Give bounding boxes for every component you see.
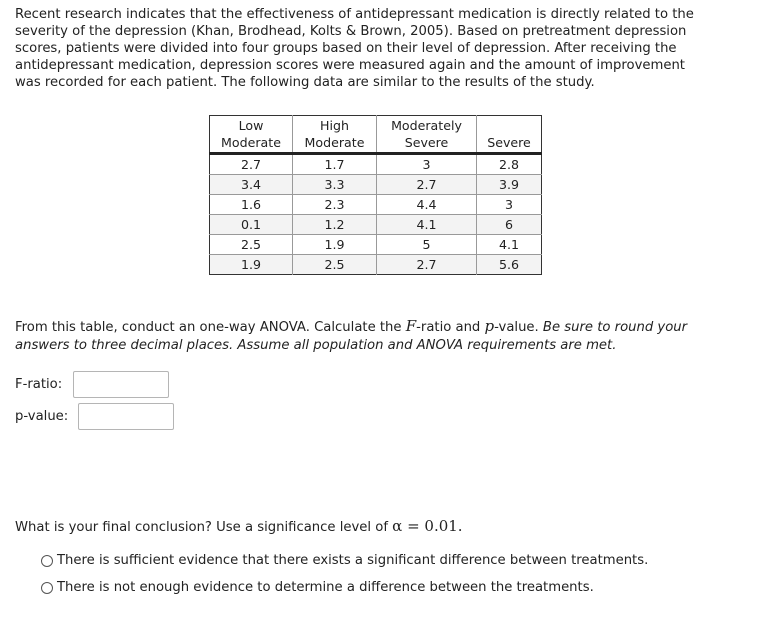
table-row (210, 154, 542, 175)
p-symbol: p (484, 317, 495, 335)
table-cell: 1.7 (293, 154, 377, 175)
table-cell: 2.8 (477, 154, 542, 175)
table-row (210, 255, 542, 275)
conclusion-question: What is your final conclusion? Use a significance level of α = 0.01. (15, 517, 463, 535)
column-header-low-moderate: Low Moderate (210, 116, 293, 154)
problem-intro: Recent research indicates that the effectiveness of antidepressant medication is directly related to the severity of the depression (Khan, Brodhead, Kolts & Brown, 2005). Based on pretreatment depression scores, patients were divided into four groups based on their level of depression. After receiving the antidepressant medication, depression scores were measured again and the amount of improvement was recorded for each patient. The following data are similar to the results of the study. (15, 7, 694, 90)
table-row (210, 175, 542, 195)
f-ratio-label: F-ratio: (15, 377, 63, 392)
p-value-label: p-value: (15, 409, 69, 424)
instructions: From this table, conduct an one-way ANOVA. Calculate the F-ratio and p-value. Be sure to round your answers to three decimal places. Assume all population and ANOVA requirements are met. (15, 317, 688, 353)
table-cell: 0.1 (210, 215, 293, 235)
table-cell: 1.6 (210, 195, 293, 215)
table-cell: 2.5 (293, 255, 377, 275)
table-cell: 4.1 (377, 215, 477, 235)
radio-button[interactable] (41, 582, 53, 594)
table-cell: 2.5 (210, 235, 293, 255)
column-header-severe: Severe (477, 116, 542, 154)
f-symbol: F (405, 317, 417, 335)
alpha-symbol: α (392, 517, 403, 535)
table-cell: 5.6 (477, 255, 542, 275)
table-cell: 2.7 (377, 255, 477, 275)
table-cell: 1.2 (293, 215, 377, 235)
table-cell: 2.7 (210, 154, 293, 175)
table-header-row (210, 116, 542, 154)
option-significant-difference[interactable] (41, 553, 648, 568)
radio-button[interactable] (41, 555, 53, 567)
instructions-emphasis: Be sure to round your answers to three decimal places. Assume all population and ANOVA requirements are met. (15, 320, 688, 353)
table-cell: 1.9 (210, 255, 293, 275)
table-cell: 4.4 (377, 195, 477, 215)
table-cell: 6 (477, 215, 542, 235)
column-header-high-moderate: High Moderate (293, 116, 377, 154)
data-table (209, 115, 542, 275)
table-cell: 4.1 (477, 235, 542, 255)
table-cell: 3 (477, 195, 542, 215)
option-not-enough-evidence[interactable] (41, 580, 594, 595)
table-row (210, 195, 542, 215)
table-cell: 3 (377, 154, 477, 175)
table-row (210, 235, 542, 255)
option-label: There is not enough evidence to determine a difference between the treatments. (57, 580, 594, 595)
table-cell: 3.4 (210, 175, 293, 195)
table-row (210, 215, 542, 235)
p-value-input[interactable] (78, 403, 174, 430)
table-cell: 2.3 (293, 195, 377, 215)
option-label: There is sufficient evidence that there exists a significant difference between treatments. (57, 553, 649, 568)
table-cell: 1.9 (293, 235, 377, 255)
table-cell: 3.9 (477, 175, 542, 195)
table-cell: 5 (377, 235, 477, 255)
table-cell: 3.3 (293, 175, 377, 195)
f-ratio-input[interactable] (73, 371, 169, 398)
column-header-moderately-severe: Moderately Severe (377, 116, 477, 154)
table-cell: 2.7 (377, 175, 477, 195)
